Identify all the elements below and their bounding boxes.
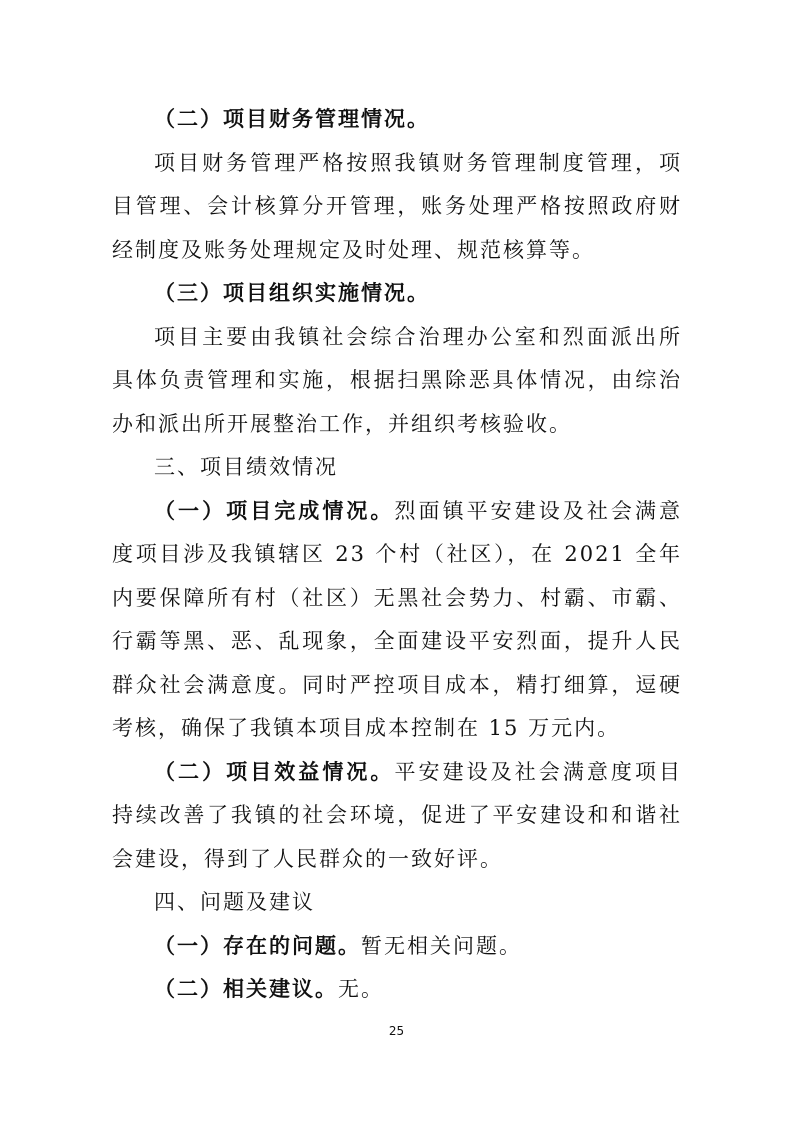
lead-completion: （一）项目完成情况。 [154, 498, 395, 523]
lead-existing-issues: （一）存在的问题。 [154, 933, 361, 958]
paragraph-benefit [112, 751, 682, 882]
text-completion: 烈面镇平安建设及社会满意度项目涉及我镇辖区 23 个村（社区），在 2021 全年内要保障所有村（社区）无黑社会势力、村霸、市霸、行霸等黑、恶、乱现象，全面建设平安烈面，提升人民群众社会满意度。同时严控项目成本，精打细算，逗硬考核，确保了我镇本项目成本控制在 15 万元内。 [112, 498, 683, 740]
paragraph-existing-issues [112, 925, 682, 969]
section-heading-performance: 三、项目绩效情况 [154, 455, 338, 479]
heading-financial-management: （二）项目财务管理情况。 [154, 107, 430, 131]
text-existing-issues: 暂无相关问题。 [361, 933, 522, 958]
page-number: 25 [388, 1024, 405, 1038]
heading-organization-implementation: （三）项目组织实施情况。 [154, 281, 430, 305]
lead-benefit: （二）项目效益情况。 [154, 759, 395, 784]
section-heading-issues: 四、问题及建议 [154, 890, 315, 914]
text-benefit: 平安建设及社会满意度项目持续改善了我镇的社会环境，促进了平安建设和和谐社会建设，得到了人民群众的一致好评。 [112, 759, 683, 871]
paragraph-suggestions [112, 968, 682, 1012]
text-suggestions: 无。 [338, 977, 384, 1001]
paragraph-completion [112, 490, 682, 751]
paragraph-financial-management: 项目财务管理严格按照我镇财务管理制度管理，项目管理、会计核算分开管理，账务处理严格按照政府财经制度及账务处理规定及时处理、规范核算等。 [112, 150, 682, 262]
paragraph-organization-implementation: 项目主要由我镇社会综合治理办公室和烈面派出所具体负责管理和实施，根据扫黑除恶具体情况，由综治办和派出所开展整治工作，并组织考核验收。 [112, 324, 682, 436]
page-content [112, 98, 682, 1012]
lead-suggestions: （二）相关建议。 [154, 977, 338, 1001]
